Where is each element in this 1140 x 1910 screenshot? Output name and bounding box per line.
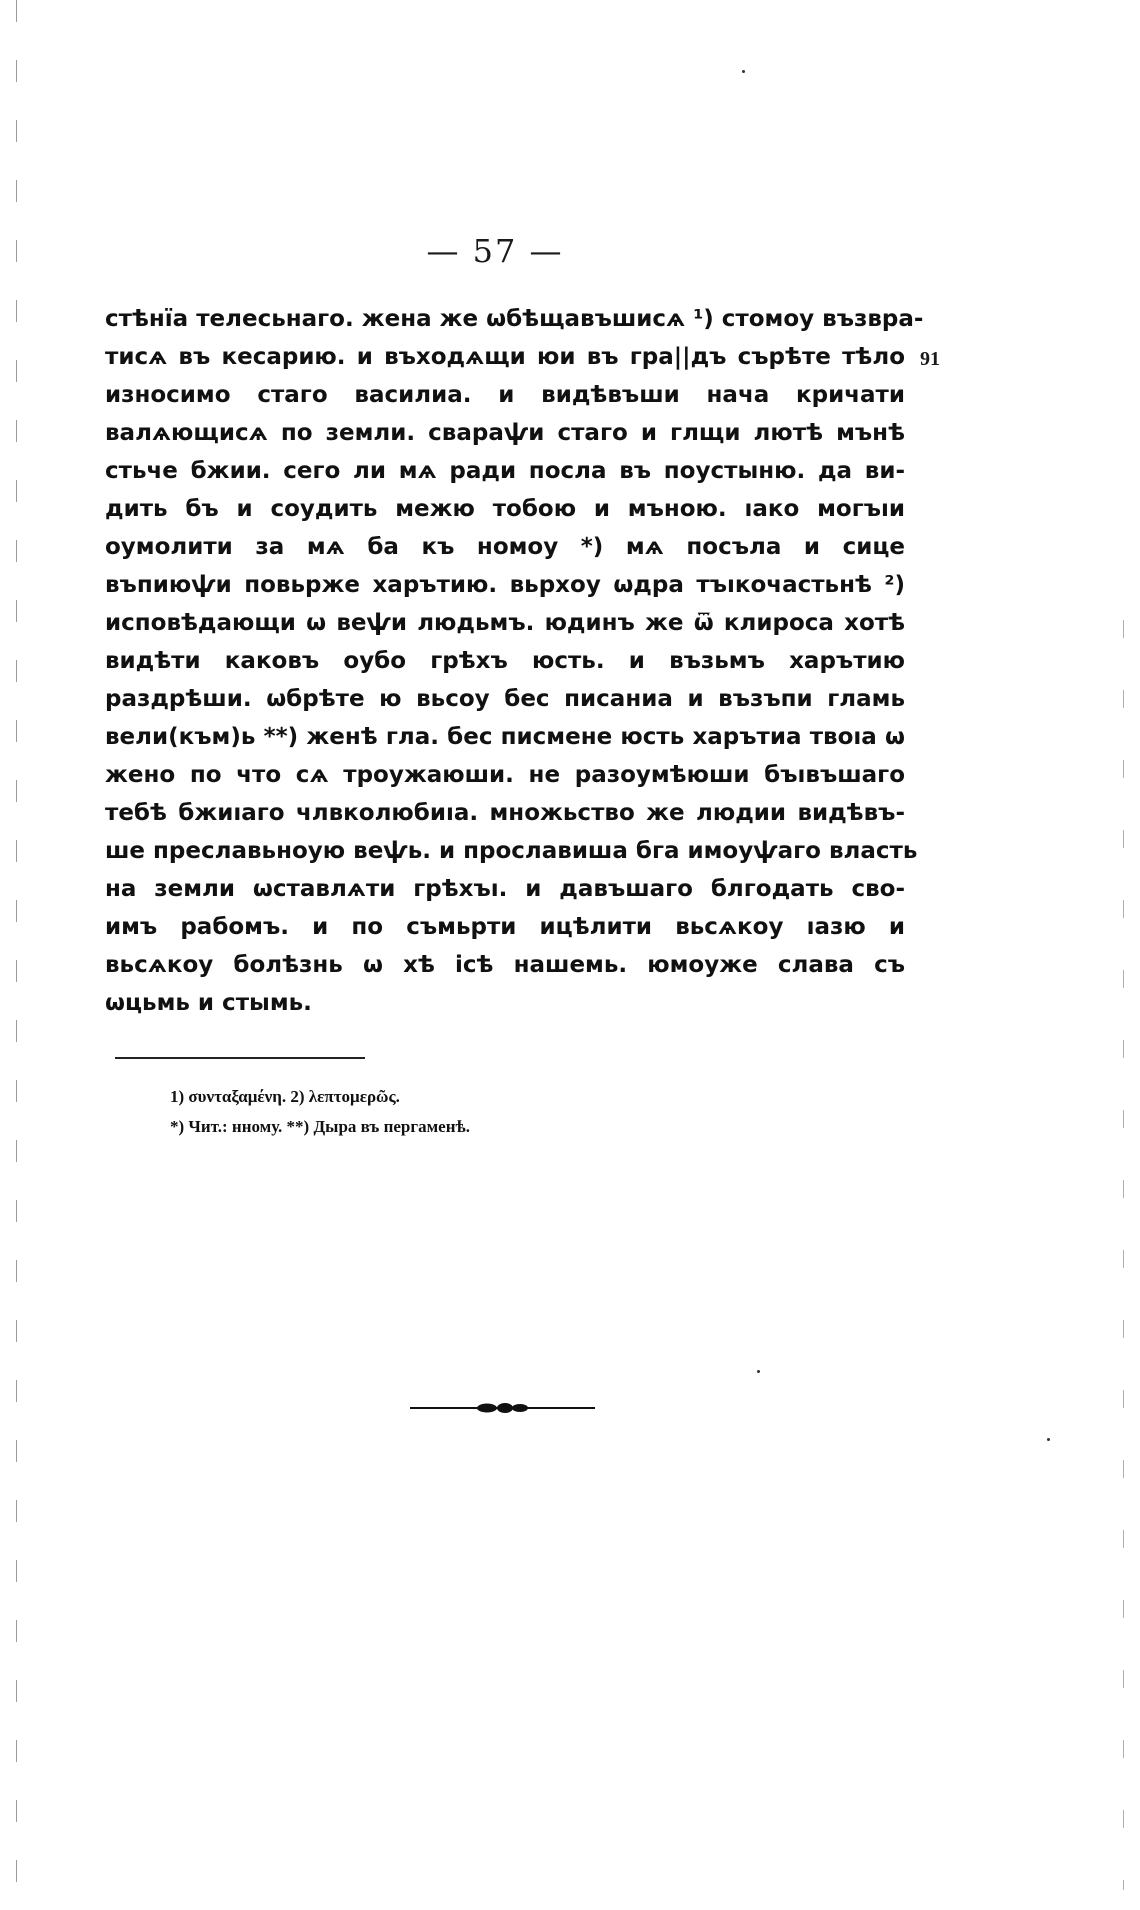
text-line: износимо стаго василиа. и видѣвъши нача кричати xyxy=(105,382,905,408)
text-line: ѡцьмь и стымь. xyxy=(105,990,312,1016)
text-line: видѣти каковъ оубо грѣхъ юсть. и възьмъ харътию xyxy=(105,648,905,674)
text-line: ше преславьноую веѱь. и прославиша бга имоуѱаго власть xyxy=(105,838,918,864)
footnote-line: 1) συνταξαμένη. 2) λεπτομερῶς. xyxy=(170,1087,400,1106)
text-line: стѣнїа телесьнаго. жена же ѡбѣщавъшисѧ ¹) стомоу възвра- xyxy=(105,306,924,332)
page-number: — 57 — xyxy=(426,232,564,270)
text-line: оумолити за мѧ ба къ номоу *) мѧ посъла и сице xyxy=(105,534,905,560)
text-line: валѧющисѧ по земли. свараѱи стаго и глщи лютѣ мънѣ xyxy=(105,420,905,446)
text-line: раздрѣши. ѡбрѣте ю вьсоу бес писаниа и възъпи гламь xyxy=(105,686,905,712)
text-line: имъ рабомъ. и по съмьрти ицѣлити вьсѧкоу ıазю и xyxy=(105,914,905,940)
text-line: жено по что сѧ троужаюши. не разоумѣюши бъıвъшаго xyxy=(105,762,905,788)
right-edge-line xyxy=(1123,620,1124,1890)
text-line: на земли ѡставлѧти грѣхъı. и давъшаго блгодать сво- xyxy=(105,876,905,902)
margin-folio-number: 91 xyxy=(920,348,940,370)
end-ornament-icon xyxy=(410,1401,595,1415)
speck xyxy=(742,70,745,73)
footnote-divider xyxy=(115,1057,365,1059)
text-line: вели(към)ь **) женѣ гла. бес писмене юсть харътиа твоıа ѡ xyxy=(105,724,905,750)
text-line: тисѧ въ кесарию. и въходѧщи юи въ гра||дъ сърѣте тѣло xyxy=(105,344,905,370)
left-edge-line xyxy=(16,0,17,1910)
text-line: вьсѧкоу болѣзнь ѡ хѣ ісѣ нашемь. юмоуже слава съ xyxy=(105,952,905,978)
footnote-line: *) Чит.: нному. **) Дыра въ пергаменѣ. xyxy=(170,1117,470,1136)
speck xyxy=(757,1370,760,1373)
text-line: исповѣдающи ѡ веѱи людьмъ. юдинъ же ѿ клироса хотѣ xyxy=(105,610,905,636)
text-line: тебѣ бжиıаго члвколюбиıа. множьство же людии видѣвъ- xyxy=(105,800,905,826)
speck xyxy=(1047,1438,1050,1441)
main-text xyxy=(105,300,924,1022)
text-line: въпиюѱи повьрже харътию. вьрхоу ѡдра тъıкочастьнѣ ²) xyxy=(105,572,905,598)
footnotes xyxy=(170,1082,470,1142)
text-line: стьче бжии. сего ли мѧ ради посла въ поустыню. да ви- xyxy=(105,458,905,484)
text-line: дить бъ и соудить межю тобою и мъною. ıако могъıи xyxy=(105,496,905,522)
